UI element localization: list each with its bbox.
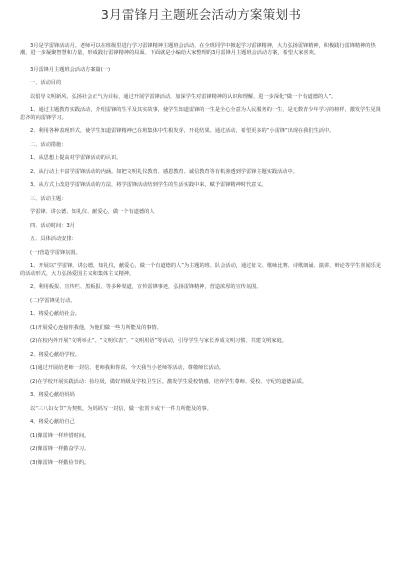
section-heading: 五、具体活动安排： [30, 236, 77, 243]
list-item: 4、将爱心献给自己 [30, 419, 75, 426]
list-item: (2)在学校开展实践活动：捡垃圾，做好班级及学校卫生区。激发学生爱校情感，培养学生尊师、爱校、守纪的道德品质。 [30, 378, 308, 385]
body-paragraph: 学雷锋、讲公德、知礼仪、献爱心，做一个有道德的人 [30, 209, 155, 216]
intro-paragraph: 3月是学雷锋活动月。老师可以在班级里进行学习雷锋精神主题班会活动，在全班同学中掀起学习雷锋精神，大力弘扬雷锋精神，积极践行雷锋精神的热潮，进一步凝聚智慧和力量，形成践行雷锋精神的局面。下面就是小编给大家整理的3月雷锋月主题班会活动方案，希望大家喜欢。 [20, 43, 376, 57]
section-heading: 四、活动时间：3月 [30, 222, 75, 229]
section-heading: 二、活动措施： [30, 141, 67, 148]
document-body [20, 43, 382, 467]
list-item: (1)开展爱心连接你我他，为他们做一些力所能及的事情。 [30, 324, 162, 331]
section-heading: 三、活动主题： [30, 195, 67, 202]
body-paragraph: 以倡导文明新风、弘扬社会正气为目标，通过开展学雷锋活动，加深学生对雷锋精神的认识和理解，进一步深化“做一个有道德的人”。 [30, 93, 337, 100]
list-item: 3、从方式上改进学雷锋活动的方法，将学雷锋活动结到学生的生活实践中来，赋予雷锋精神时代意义。 [30, 182, 267, 189]
list-item: 1、开展以“学雷锋，讲公德，知礼仪，献爱心，做一个有道德的人”为主题的班、队会活动，通过征文、歌咏比赛、诗歌朗诵、演讲、辩论等学生喜闻乐见的活动形式，大力弘扬爱国主义和集体主义精神。 [20, 263, 382, 277]
body-paragraph: 1、通过主题教育实践活动，介绍雷锋的生平及其实故事，使学生知道雷锋的一生是全心全意为人民服务的一生，是无数青少年学习的榜样，激发学生见贤思齐的向雷锋学习。 [20, 107, 381, 121]
list-item: 1、将爱心献给社会。 [30, 311, 80, 318]
list-item: 2、利用板报、宣传栏、黑板报、等多种渠道，宣传雷锋事迹，弘扬雷锋精神，营造浓厚的宣传氛围。 [30, 284, 262, 291]
list-item: 2、从行动上丰富学雷锋活动的内涵。如把文明礼仪教育、感恩教育、诚信教育等有机渗透到学雷锋主题实践活动中。 [30, 168, 298, 175]
section-heading: 3月雷锋月主题班会活动方案篇(一) [30, 66, 110, 73]
subsection-heading: (一)营造学雷锋氛围。 [30, 249, 81, 256]
body-paragraph: 2、利用各种表现形式，使学生知道雷锋精神已在班集体中生根发芽，开花结果。通过活动，希望更多的“小雷锋”出现在我们生活中。 [30, 128, 335, 135]
subsection-heading: (二)学雷锋见行动。 [30, 297, 76, 304]
body-paragraph: 以“三八妇女节”为契机，为妈妈写一封信，做一张贺卡或干一件力所能及的事。 [30, 405, 212, 412]
list-item: (2)像雷锋一样勤奋学习。 [30, 446, 90, 453]
list-item: (1)像雷锋一样珍惜时间。 [30, 432, 90, 439]
list-item: (3)像雷锋一样勤俭节约。 [30, 459, 90, 466]
list-item: 2、将爱心献给学校。 [30, 351, 80, 358]
list-item: (2)在校内外开展“文明举止”、“文明仪表”、“文明用语”等活动，引导学生与家长养成文明习惯，共建文明家庭。 [30, 338, 287, 345]
list-item: 1、从思想上提高对学雷锋活动的认识。 [30, 155, 122, 162]
list-item: 3、将爱心献给妈妈 [30, 392, 75, 399]
section-heading: 一、活动目的 [30, 80, 62, 87]
list-item: (1)通过开展给老师一封信、老师我和你说、今天我当小老师等活动，尊敬师长活动。 [30, 365, 225, 372]
document-title: 3月雷锋月主题班会活动方案策划书 [100, 7, 302, 22]
